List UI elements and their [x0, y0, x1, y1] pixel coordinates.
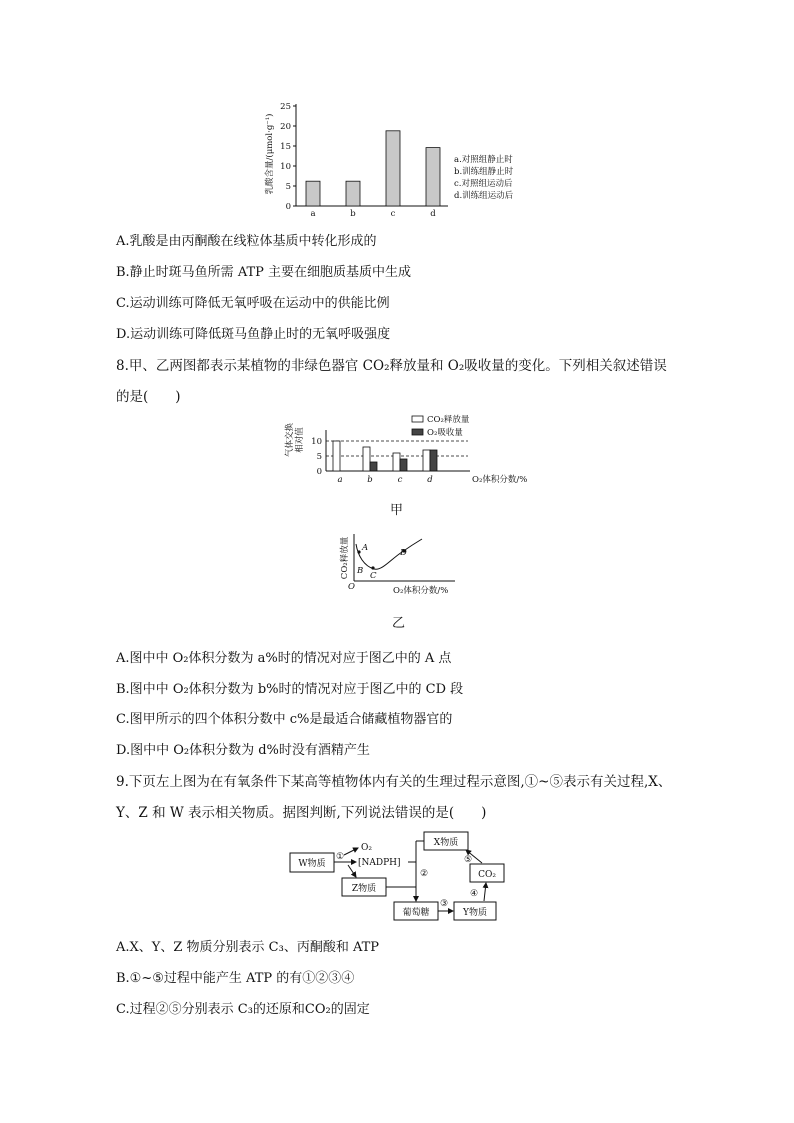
chart1-y-tick-label: 10 — [280, 162, 291, 172]
jia-category-label: b — [367, 475, 373, 485]
jia-category-label: a — [337, 475, 343, 485]
chart-jia — [280, 410, 528, 490]
jia-legend-label-co2: CO₂释放量 — [427, 415, 470, 425]
step-5: ⑤ — [464, 855, 473, 865]
yi-point-a — [357, 550, 360, 553]
chart1-category-label: b — [350, 209, 356, 219]
step-2: ② — [420, 869, 429, 879]
box-x-label: X物质 — [433, 838, 459, 848]
jia-y-ticks — [311, 437, 322, 477]
chart1-ylabel: 乳酸含量/(μmol·g⁻¹) — [265, 113, 275, 195]
yi-ylabel: CO₂释放量 — [340, 536, 350, 580]
jia-y-tick-label: 10 — [311, 437, 322, 447]
chart1-bars — [306, 131, 440, 206]
q7-option-c: C.运动训练可降低无氧呼吸在运动中的供能比例 — [116, 296, 390, 311]
jia-bar-co2-d — [423, 450, 430, 471]
chart1-y-tick-label: 5 — [285, 182, 291, 192]
jia-xlabel: O₂体积分数/% — [472, 475, 528, 485]
yi-label-a: A — [362, 543, 369, 553]
box-glucose-label: 葡萄糖 — [402, 908, 430, 918]
q7-option-d: D.运动训练可降低斑马鱼静止时的无氧呼吸强度 — [116, 327, 391, 342]
chart1-y-tick-label: 20 — [280, 122, 291, 132]
arrow-w-o2 — [344, 848, 358, 855]
q8-option-c: C.图甲所示的四个体积分数中 c%是最适合储藏植物器官的 — [116, 712, 453, 727]
step-4: ④ — [470, 889, 479, 899]
yi-xlabel: O₂体积分数/% — [393, 586, 449, 596]
jia-bar-o2-d — [430, 450, 437, 471]
jia-categories — [337, 475, 433, 485]
jia-bar-o2-c — [400, 459, 407, 471]
caption-yi: 乙 — [392, 616, 406, 631]
q9-stem-line2: Y、Z 和 W 表示相关物质。据图判断,下列说法错误的是( ) — [116, 805, 487, 821]
jia-category-label: d — [427, 475, 433, 485]
chart1-legend — [454, 154, 514, 201]
q8-option-b: B.图中中 O₂体积分数为 b%时的情况对应于图乙中的 CD 段 — [116, 682, 464, 697]
step-3: ③ — [440, 899, 449, 909]
chart1-y-ticks — [280, 102, 296, 212]
chart1-bar-c — [386, 131, 400, 206]
yi-label-d: D — [400, 548, 407, 558]
yi-point-c — [371, 566, 374, 569]
chart1-y-tick-label: 25 — [280, 102, 291, 112]
jia-category-label: c — [397, 475, 403, 485]
box-w-label: W物质 — [298, 859, 326, 869]
q9-option-c: C.过程②⑤分别表示 C₃的还原和CO₂的固定 — [116, 1002, 370, 1017]
chart1-category-label: a — [310, 209, 316, 219]
q7-option-a: A.乳酸是由丙酮酸在线粒体基质中转化形成的 — [116, 234, 377, 249]
jia-legend-swatch-o2 — [412, 429, 423, 435]
chart1-bar-a — [306, 181, 320, 206]
chart1-bar-b — [346, 181, 360, 206]
jia-bar-co2-b — [363, 447, 370, 471]
jia-bar-o2-b — [370, 462, 377, 471]
jia-bar-co2-a — [333, 441, 340, 471]
chart1-categories — [310, 209, 436, 219]
chart1-y-tick-label: 15 — [280, 142, 291, 152]
chart1-legend-entry: d.训练组运动后 — [454, 191, 514, 201]
caption-jia: 甲 — [390, 503, 404, 518]
jia-ylabel-1: 气体交换 — [285, 422, 295, 458]
jia-y-tick-label: 0 — [316, 467, 322, 477]
box-y-label: Y物质 — [463, 908, 487, 918]
q9-option-a: A.X、Y、Z 物质分别表示 C₃、丙酮酸和 ATP — [116, 940, 380, 955]
chart1-legend-entry: b.训练组静止时 — [454, 167, 514, 177]
chart1-y-tick-label: 0 — [285, 202, 291, 212]
yi-label-b: B — [357, 566, 364, 576]
q8-option-a: A.图中中 O₂体积分数为 a%时的情况对应于图乙中的 A 点 — [116, 651, 452, 666]
q8-stem-line2: 的是( ) — [116, 389, 181, 405]
q9-option-b: B.①~⑤过程中能产生 ATP 的有①②③④ — [116, 971, 355, 986]
box-z-label: Z物质 — [351, 884, 377, 894]
chart1-legend-entry: c.对照组运动后 — [454, 179, 513, 189]
chart1-category-label: d — [430, 209, 436, 219]
jia-ylabel-2: 相对值 — [295, 427, 305, 453]
nadph-label: [NADPH] — [358, 858, 401, 868]
arrow-y-co2 — [484, 883, 486, 901]
step-1: ① — [336, 852, 345, 862]
chart-yi — [330, 530, 470, 600]
arrow-w-z — [348, 865, 356, 877]
jia-legend — [412, 414, 470, 438]
o2-label: O₂ — [361, 843, 372, 853]
jia-legend-swatch-co2 — [412, 416, 423, 422]
q7-option-b: B.静止时斑马鱼所需 ATP 主要在细胞质基质中生成 — [116, 265, 412, 280]
chart1-bar-d — [426, 148, 440, 206]
q9-stem-line1: 9.下页左上图为在有氧条件下某高等植物体内有关的生理过程示意图,①~⑤表示有关过程,X、 — [116, 774, 672, 790]
q9-process-diagram — [286, 828, 516, 928]
q8-stem-line1: 8.甲、乙两图都表示某植物的非绿色器官 CO₂释放量和 O₂吸收量的变化。下列相关叙述错误 — [116, 358, 667, 374]
jia-bar-co2-c — [393, 453, 400, 471]
yi-origin: O — [348, 582, 355, 592]
lactate-bar-chart — [258, 96, 548, 222]
jia-y-tick-label: 5 — [316, 452, 322, 462]
chart1-category-label: c — [390, 209, 396, 219]
q8-option-d: D.图中中 O₂体积分数为 d%时没有酒精产生 — [116, 743, 370, 758]
chart1-legend-entry: a.对照组静止时 — [454, 155, 513, 165]
jia-legend-label-o2: O₂吸收量 — [427, 428, 463, 438]
box-co2-label: CO₂ — [478, 870, 496, 880]
yi-label-c: C — [370, 571, 377, 581]
